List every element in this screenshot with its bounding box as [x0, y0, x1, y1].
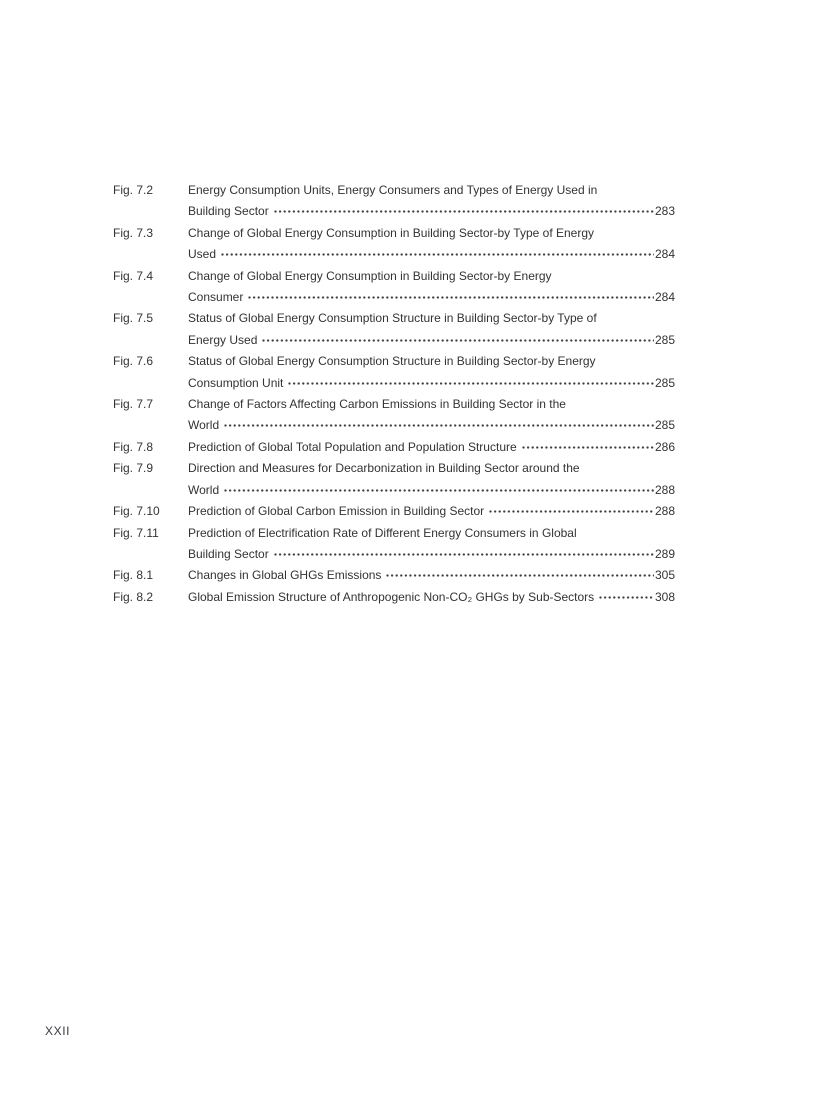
figure-title-line [188, 458, 675, 479]
figure-title-line [188, 415, 675, 436]
page-number: 285 [654, 332, 675, 347]
dot-leader [385, 572, 654, 579]
figure-title-line [188, 587, 675, 608]
figure-entry-body [188, 351, 675, 394]
figure-label: Fig. 7.8 [113, 439, 154, 454]
figure-entry-body [188, 458, 675, 501]
figure-label: Fig. 7.3 [113, 225, 154, 240]
dot-leader [521, 444, 654, 451]
figure-title-text: Energy Used [188, 332, 258, 347]
figure-title-text: Consumer [188, 290, 244, 305]
figure-entry [113, 223, 675, 266]
figure-title-text: Change of Global Energy Consumption in Building Sector-by Energy [188, 268, 552, 283]
dot-leader [273, 208, 654, 215]
figure-entry [113, 308, 675, 351]
figure-title-text: Used [188, 247, 217, 262]
figure-title-line [188, 480, 675, 501]
figure-title-text: World [188, 482, 220, 497]
figure-title-text: Status of Global Energy Consumption Structure in Building Sector-by Type of [188, 311, 597, 326]
figure-title-text: Status of Global Energy Consumption Structure in Building Sector-by Energy [188, 354, 596, 369]
page-number: 288 [654, 504, 675, 519]
page-number: 286 [654, 439, 675, 454]
page-number: 305 [654, 568, 675, 583]
figure-entry [113, 587, 675, 608]
page-number: 283 [654, 204, 675, 219]
figure-entry [113, 501, 675, 522]
dot-leader [247, 294, 654, 301]
figure-title-text: Prediction of Global Total Population and Population Structure [188, 439, 517, 454]
figure-title-text: Prediction of Electrification Rate of Different Energy Consumers in Global [188, 525, 577, 540]
figure-label: Fig. 7.2 [113, 183, 154, 197]
figure-entry-body [188, 501, 675, 522]
page-number: 289 [654, 546, 675, 561]
figure-title-text: Building Sector [188, 204, 269, 219]
figure-title-text: Consumption Unit [188, 375, 284, 390]
dot-leader [287, 380, 654, 387]
figure-title-line [188, 544, 675, 565]
figure-entry-body [188, 266, 675, 309]
figure-label: Fig. 7.4 [113, 268, 154, 283]
figure-label: Fig. 7.9 [113, 461, 154, 476]
dot-leader [223, 422, 654, 429]
page-number: 308 [654, 589, 675, 604]
figure-entry [113, 437, 675, 458]
figure-title-line [188, 287, 675, 308]
figure-title-line [188, 330, 675, 351]
figure-label: Fig. 8.1 [113, 568, 154, 583]
figure-title-line [188, 308, 675, 329]
figure-title-text: Direction and Measures for Decarbonization in Building Sector around the [188, 461, 580, 476]
figure-title-text: Building Sector [188, 546, 269, 561]
figure-title-line [188, 394, 675, 415]
figure-title-text: Change of Global Energy Consumption in Building Sector-by Type of Energy [188, 225, 595, 240]
figure-entry-body [188, 587, 675, 608]
page-number: 284 [654, 247, 675, 262]
figure-title-line [188, 501, 675, 522]
figure-title-line [188, 266, 675, 287]
figure-entry-body [188, 223, 675, 266]
footer-page-number: XXII [45, 1024, 71, 1038]
figure-entry [113, 351, 675, 394]
figure-entry-body [188, 523, 675, 566]
figure-entry [113, 394, 675, 437]
dot-leader [223, 487, 654, 494]
page-number: 284 [654, 290, 675, 305]
page-number: 288 [654, 482, 675, 497]
figure-label: Fig. 8.2 [113, 589, 154, 604]
dot-leader [273, 551, 654, 558]
figure-title-line [188, 351, 675, 372]
figure-entry-body [188, 308, 675, 351]
figure-entry [113, 458, 675, 501]
figure-entry-body [188, 180, 675, 223]
figure-title-text: Change of Factors Affecting Carbon Emissions in Building Sector in the [188, 397, 566, 412]
figure-title-line [188, 244, 675, 265]
figure-label: Fig. 7.11 [113, 525, 159, 540]
figure-title-line [188, 201, 675, 222]
dot-leader [220, 251, 654, 258]
figure-label: Fig. 7.10 [113, 504, 160, 519]
figure-title-line [188, 565, 675, 586]
figure-label: Fig. 7.7 [113, 397, 154, 412]
figure-entry-body [188, 437, 675, 458]
figure-title-text: Global Emission Structure of Anthropogenic Non-CO₂ GHGs by Sub-Sectors [188, 589, 595, 604]
page-number: 285 [654, 418, 675, 433]
figure-title-text: World [188, 418, 220, 433]
page-number: 285 [654, 375, 675, 390]
list-of-figures [113, 180, 675, 608]
figure-title-line [188, 373, 675, 394]
figure-entry [113, 523, 675, 566]
figure-entry [113, 565, 675, 586]
figure-title-text: Prediction of Global Carbon Emission in Building Sector [188, 504, 485, 519]
figure-title-line [188, 180, 675, 201]
figure-title-text: Changes in Global GHGs Emissions [188, 568, 382, 583]
figure-title-line [188, 437, 675, 458]
dot-leader [598, 594, 654, 601]
figure-entry-body [188, 565, 675, 586]
figure-label: Fig. 7.5 [113, 311, 154, 326]
figure-entry [113, 266, 675, 309]
dot-leader [488, 508, 654, 515]
figure-title-line [188, 223, 675, 244]
figure-title-text: Energy Consumption Units, Energy Consumers and Types of Energy Used in [188, 183, 598, 197]
figure-entry [113, 180, 675, 223]
dot-leader [261, 337, 654, 344]
figure-title-line [188, 523, 675, 544]
figure-entry-body [188, 394, 675, 437]
figure-label: Fig. 7.6 [113, 354, 154, 369]
